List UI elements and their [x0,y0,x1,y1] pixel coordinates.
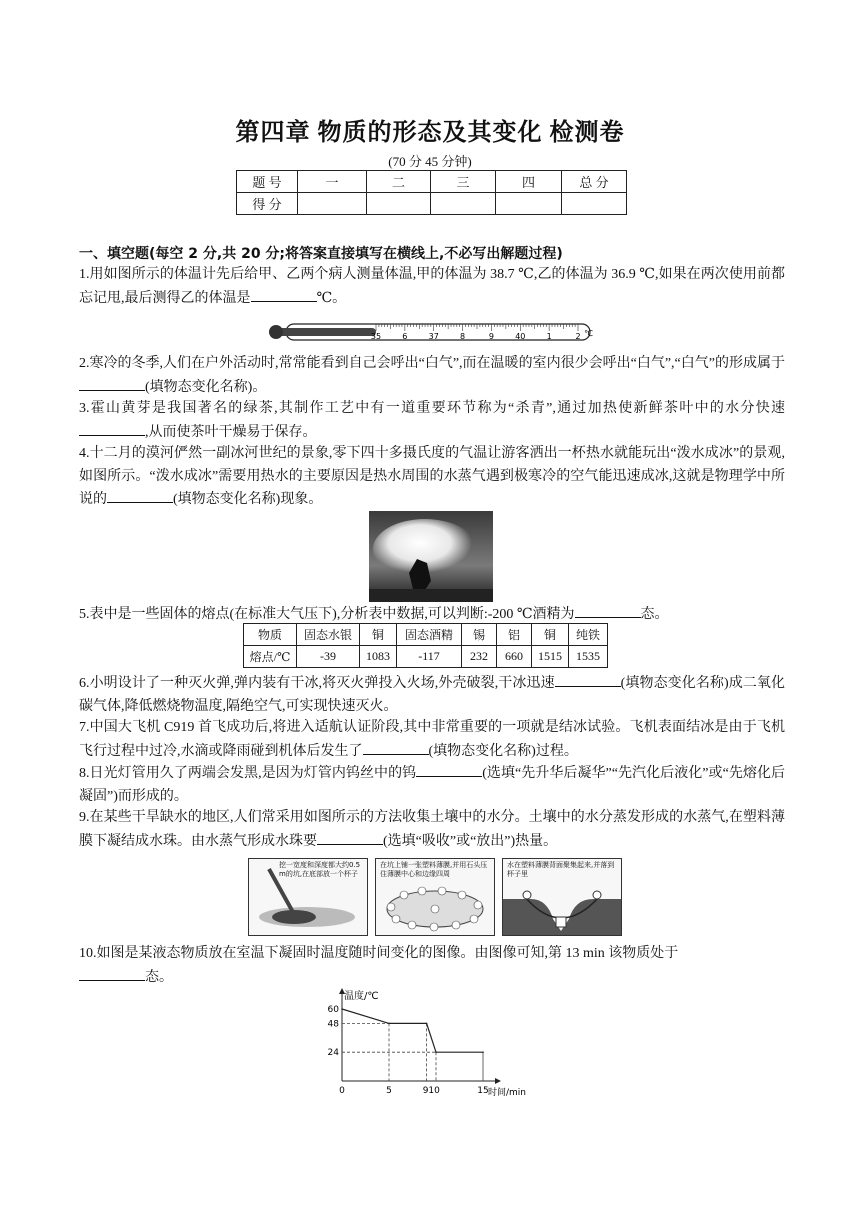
panel-caption: 挖一宽度和深度都大约0.5 m的坑,在底部放一个杯子 [279,861,361,878]
question-text: 态。 [145,969,173,985]
table-cell: 二 [367,171,431,193]
exam-info: (70 分 45 分钟) [388,154,472,169]
panel-caption: 水在塑料薄膜背面聚集起来,并落到杯子里 [507,861,615,878]
thermometer-figure [266,318,596,346]
table-cell: -39 [297,646,360,668]
answer-blank[interactable] [363,740,429,755]
question-1 [79,264,785,310]
table-cell: 物质 [244,624,297,646]
table-cell: 固态水银 [297,624,360,646]
x-tick-label: 0 [339,1086,345,1096]
question-7 [79,717,785,763]
panel-dig-hole [248,858,368,936]
scale-label: 1 [546,332,552,341]
question-text: (填物态变化名称)。 [145,379,267,395]
table-cell: 660 [497,646,532,668]
question-2 [79,353,785,399]
score-table-score-row [237,193,627,215]
question-text: (填物态变化名称)过程。 [428,743,578,759]
melting-table-row [244,646,608,668]
data-point [435,1051,437,1053]
question-text: (选填“先升华后凝华”“先汽化后液化”或“先熔化后凝固”)而形成的。 [79,766,786,804]
answer-blank[interactable] [416,762,482,777]
question-text: 2.寒冷的冬季,人们在户外活动时,常常能看到自己会呼出“白气”,而在温暖的室内很少会呼出“白气”,“白气”的形成属于 [79,356,785,371]
table-cell: 熔点/℃ [244,646,297,668]
question-text: 9.在某些干旱缺水的地区,人们常采用如图所示的方法收集土壤中的水分。土壤中的水分蒸发形成的水蒸气,在塑料薄膜下凝结成水珠。由水蒸气形成水珠要 [79,810,785,849]
scale-label: 6 [402,332,408,341]
score-input-cell[interactable] [367,193,431,215]
table-cell: 题 号 [237,171,298,193]
table-cell: 得 分 [237,193,298,215]
table-cell: 铜 [360,624,397,646]
melting-point-table [243,623,608,668]
question-text: 4.十二月的漠河俨然一副冰河世纪的景象,零下四十多摄氏度的气温让游客洒出一杯热水就能玩出“泼水成冰”的景观,如图所示。“泼水成冰”需要用热水的主要原因是热水周围的水蒸气遇到极寒冷的空气能迅速成冰,这就是物理学中所说的 [79,446,785,507]
table-cell: 纯铁 [569,624,608,646]
answer-blank[interactable] [79,421,145,436]
question-text: (填物态变化名称)成二氧化碳气体,降低燃烧物温度,隔绝空气,可实现快速灭火。 [79,676,786,714]
table-cell: 1535 [569,646,608,668]
data-point [341,1008,343,1010]
table-cell: 铝 [497,624,532,646]
score-table [236,170,627,215]
table-cell: 一 [298,171,367,193]
scale-label: 35 [370,332,382,341]
scale-label: 37 [428,332,439,341]
data-point [426,1023,428,1025]
score-input-cell[interactable] [298,193,367,215]
question-text: 1.用如图所示的体温计先后给甲、乙两个病人测量体温,甲的体温为 38.7 ℃,乙的体温为 36.9 ℃,如果在两次使用前都忘记甩,最后测得乙的体温是 [79,267,785,306]
y-tick-label: 24 [327,1048,339,1059]
answer-blank[interactable] [251,287,317,302]
table-cell: 固态酒精 [397,624,462,646]
question-text: 5.表中是一些固体的熔点(在标准大气压下),分析表中数据,可以判断:-200 ℃酒精为 [79,607,575,622]
temperature-series-line [342,1009,483,1052]
question-text: 8.日光灯管用久了两端会发黑,是因为灯管内钨丝中的钨 [79,766,417,781]
scale-label: 2 [575,332,581,341]
answer-blank[interactable] [79,966,145,981]
score-input-cell[interactable] [431,193,496,215]
x-tick-label: 15 [477,1086,489,1096]
question-text: 态。 [640,607,669,622]
panel-water-collect [502,858,622,936]
table-cell: 三 [431,171,496,193]
table-cell: -117 [397,646,462,668]
x-tick-label: 5 [386,1086,392,1096]
chart-plot-area [328,1005,489,1096]
scale-label: 40 [515,332,526,341]
question-text: ℃。 [316,290,347,306]
table-cell: 232 [462,646,497,668]
score-input-cell[interactable] [496,193,562,215]
melting-table-row [244,624,608,646]
table-cell: 铜 [532,624,569,646]
answer-blank[interactable] [79,376,145,391]
question-text: 7.中国大飞机 C919 首飞成功后,将进入适航认证阶段,其中非常重要的一项就是结冰试验。飞机表面结冰是由于飞机飞行过程中过冷,水滴或降雨碰到机体后发生了 [79,720,785,759]
y-axis-label: 温度/℃ [344,991,379,1002]
panel-caption: 在坑上铺一张塑料薄膜,并用石头压住薄膜中心和边缘四周 [380,861,488,878]
score-table-header-row [237,171,627,193]
section-heading: 一、填空题(每空 2 分,共 20 分;将答案直接填写在横线上,不必写出解题过程) [79,246,563,262]
scale-label: 9 [488,332,494,341]
question-3 [79,398,785,444]
x-axis-label: 时间/min [488,1088,527,1098]
score-input-cell[interactable] [562,193,627,215]
scale-label: 8 [460,332,466,341]
x-tick-label: 910 [422,1086,440,1096]
question-text: (填物态变化名称)现象。 [173,492,323,507]
question-8 [79,762,785,808]
table-cell: 总 分 [562,171,627,193]
answer-blank[interactable] [107,488,173,503]
question-text: 6.小明设计了一种灭火弹,弹内装有干冰,将灭火弹投入火场,外壳破裂,干冰迅速 [79,676,555,691]
table-cell: 四 [496,171,562,193]
answer-blank[interactable] [555,672,621,687]
table-cell: 锡 [462,624,497,646]
page-title: 第四章 物质的形态及其变化 检测卷 [235,120,625,146]
question-text: ,从而使茶叶干燥易于保存。 [145,424,317,440]
question-4 [79,443,785,512]
cooling-curve-chart [318,983,548,1101]
question-text: 10.如图是某液态物质放在室温下凝固时温度随时间变化的图像。由图像可知,第 13 min 该物质处于 [79,946,679,961]
table-cell: 1515 [532,646,569,668]
question-text: (选填“吸收”或“放出”)热量。 [383,833,558,849]
question-text: 3.霍山黄芽是我国著名的绿茶,其制作工艺中有一道重要环节称为“杀青”,通过加热使新鲜茶叶中的水分快速 [79,401,785,416]
table-cell: 1083 [360,646,397,668]
y-tick-label: 60 [327,1005,339,1015]
question-6 [79,672,785,718]
answer-blank[interactable] [317,830,383,845]
answer-blank[interactable] [575,603,641,618]
thermometer-unit: ℃ [584,329,593,338]
data-point [482,1051,484,1053]
panel-plastic-film [375,858,495,936]
y-tick-label: 48 [327,1019,339,1030]
data-point [388,1023,390,1025]
question-9 [79,807,785,853]
splash-ice-photo [369,511,493,602]
